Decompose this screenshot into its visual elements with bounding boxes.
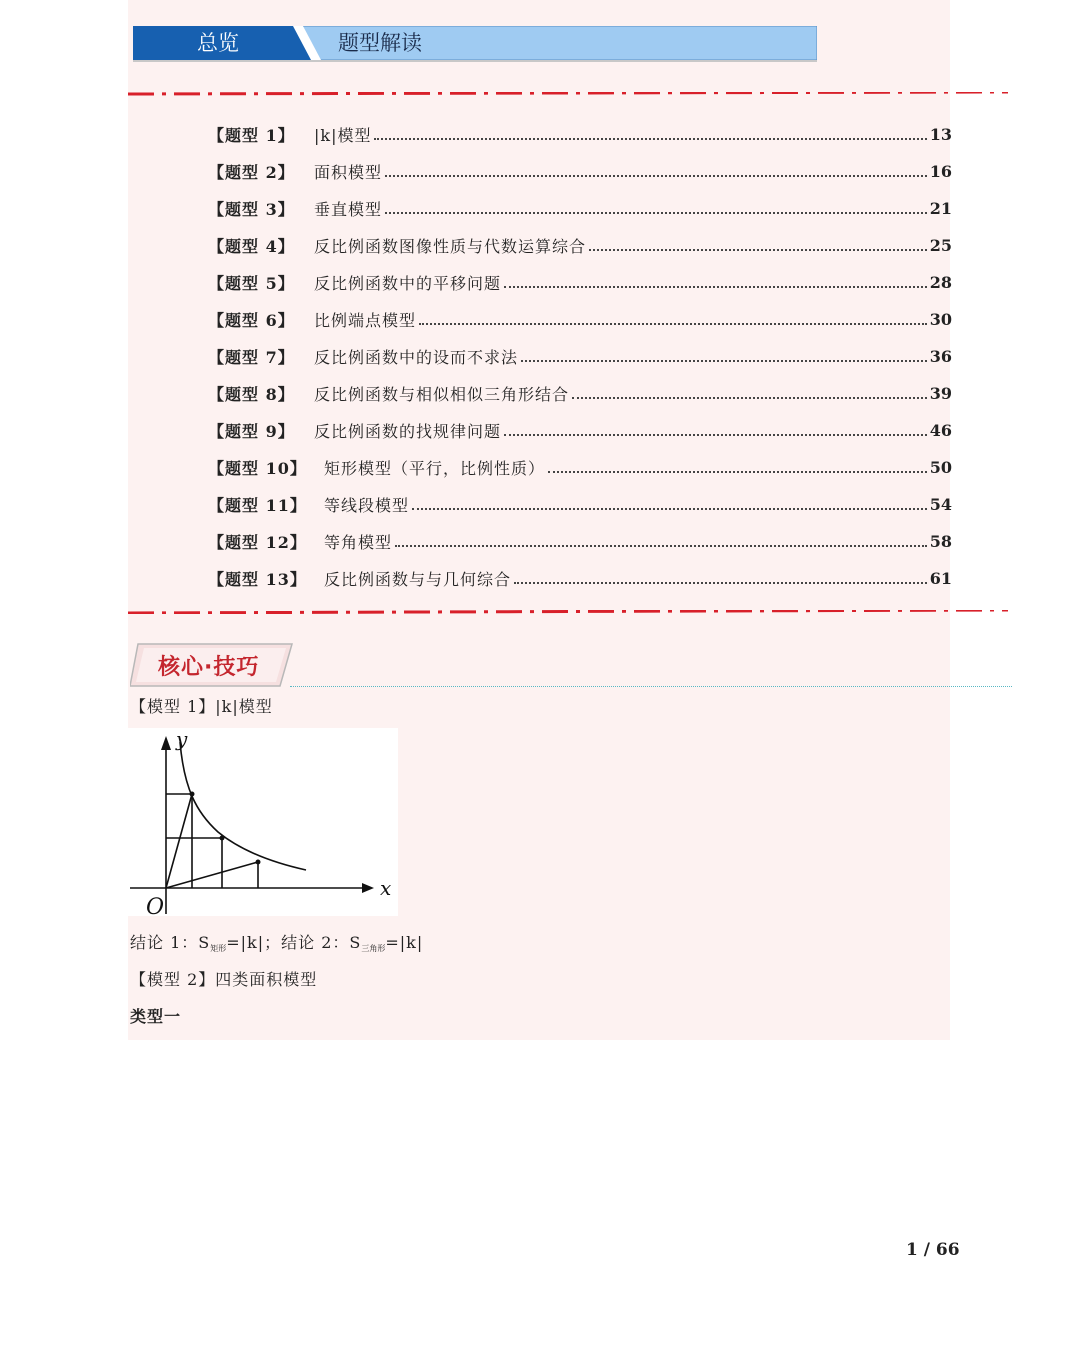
- toc-title: 垂直模型: [314, 200, 383, 219]
- toc-row-5[interactable]: [208, 264, 952, 301]
- toc-number: 【题型 13】: [208, 570, 307, 589]
- toc-title: 比例端点模型: [314, 311, 417, 330]
- toc-row-13[interactable]: [208, 560, 952, 597]
- toc-row-1[interactable]: [208, 116, 952, 153]
- origin-label: O: [146, 895, 165, 916]
- toc-title: 反比例函数中的设而不求法: [314, 348, 519, 367]
- conclusion1-suffix: =|k|；: [226, 933, 282, 952]
- section-rule: [290, 686, 1012, 687]
- toc-number: 【题型 5】: [208, 274, 295, 293]
- toc-number: 【题型 10】: [208, 459, 307, 478]
- page-number: 1 / 66: [906, 1240, 960, 1260]
- x-axis-arrow: [362, 883, 374, 893]
- toc-leader-dots: [589, 248, 927, 251]
- toc-number: 【题型 12】: [208, 533, 307, 552]
- toc-title: 面积模型: [314, 163, 383, 182]
- toc-number: 【题型 8】: [208, 385, 295, 404]
- toc-leader-dots: [385, 211, 927, 214]
- toc-page: 36: [929, 347, 952, 366]
- toc-number: 【题型 3】: [208, 200, 295, 219]
- toc-page: 28: [929, 273, 952, 292]
- toc-leader-dots: [419, 322, 927, 325]
- toc-number: 【题型 1】: [208, 126, 295, 145]
- triangle2-side: [166, 862, 258, 888]
- toc-row-9[interactable]: [208, 412, 952, 449]
- toc-title: 反比例函数图像性质与代数运算综合: [314, 237, 587, 256]
- toc-title: 反比例函数与与几何综合: [324, 570, 512, 589]
- toc-leader-dots: [572, 396, 927, 399]
- toc-page: 46: [929, 421, 952, 440]
- toc-leader-dots: [385, 174, 927, 177]
- y-axis-label: y: [176, 728, 188, 751]
- curve-point-1: [190, 792, 195, 797]
- model1-heading: 【模型 1】|k|模型: [130, 697, 273, 716]
- toc-title: 反比例函数中的平移问题: [314, 274, 502, 293]
- toc-page: 25: [929, 236, 952, 255]
- toc-title: 等线段模型: [324, 496, 410, 515]
- toc-row-4[interactable]: [208, 227, 952, 264]
- section-title: 核心·技巧: [158, 655, 260, 680]
- toc-title: 矩形模型（平行，比例性质）: [324, 459, 546, 478]
- curve-point-2: [220, 836, 225, 841]
- toc-row-6[interactable]: [208, 301, 952, 338]
- header-title: 题型解读: [338, 31, 422, 55]
- toc-page: 13: [929, 125, 952, 144]
- table-of-contents: [208, 116, 952, 597]
- toc-row-8[interactable]: [208, 375, 952, 412]
- model2-heading: 【模型 2】四类面积模型: [130, 970, 318, 989]
- toc-leader-dots: [395, 544, 927, 547]
- toc-page: 61: [929, 569, 952, 588]
- toc-page: 30: [929, 310, 952, 329]
- header-banner: [133, 26, 817, 60]
- curve-point-3: [256, 860, 261, 865]
- toc-row-12[interactable]: [208, 523, 952, 560]
- toc-title: |k|模型: [314, 126, 372, 145]
- toc-leader-dots: [504, 285, 927, 288]
- toc-leader-dots: [374, 137, 926, 140]
- triangle1-side: [166, 794, 192, 888]
- conclusion-line: [130, 930, 423, 954]
- toc-leader-dots: [514, 581, 927, 584]
- toc-title: 等角模型: [324, 533, 393, 552]
- toc-title: 反比例函数与相似相似三角形结合: [314, 385, 570, 404]
- x-axis-label: x: [380, 876, 392, 900]
- toc-number: 【题型 2】: [208, 163, 295, 182]
- type1-heading: 类型一: [130, 1007, 182, 1026]
- toc-page: 39: [929, 384, 952, 403]
- toc-page: 50: [929, 458, 952, 477]
- toc-row-11[interactable]: [208, 486, 952, 523]
- toc-leader-dots: [521, 359, 927, 362]
- toc-row-10[interactable]: [208, 449, 952, 486]
- graph-svg: [128, 728, 398, 916]
- inverse-function-graph: [128, 728, 398, 916]
- hyperbola-curve: [180, 742, 306, 870]
- toc-row-7[interactable]: [208, 338, 952, 375]
- toc-number: 【题型 6】: [208, 311, 295, 330]
- conclusion1-prefix: 结论 1：S: [130, 933, 211, 952]
- overview-tab: 总览: [197, 31, 239, 55]
- toc-leader-dots: [504, 433, 927, 436]
- conclusion2-subscript: 三角形: [361, 944, 386, 953]
- top-dash-divider: [128, 92, 1008, 96]
- toc-number: 【题型 11】: [208, 496, 307, 515]
- toc-page: 16: [929, 162, 952, 181]
- y-axis-arrow: [161, 736, 171, 750]
- toc-page: 58: [929, 532, 952, 551]
- toc-row-2[interactable]: [208, 153, 952, 190]
- conclusion2-prefix: 结论 2：S: [281, 933, 362, 952]
- bottom-dash-divider: [128, 610, 1008, 614]
- toc-page: 21: [929, 199, 952, 218]
- toc-page: 54: [929, 495, 952, 514]
- conclusion2-suffix: =|k|: [385, 933, 424, 952]
- toc-leader-dots: [412, 507, 927, 510]
- conclusion1-subscript: 矩形: [210, 944, 227, 953]
- toc-row-3[interactable]: [208, 190, 952, 227]
- toc-number: 【题型 7】: [208, 348, 295, 367]
- toc-leader-dots: [548, 470, 927, 473]
- toc-number: 【题型 9】: [208, 422, 295, 441]
- toc-title: 反比例函数的找规律问题: [314, 422, 502, 441]
- toc-number: 【题型 4】: [208, 237, 295, 256]
